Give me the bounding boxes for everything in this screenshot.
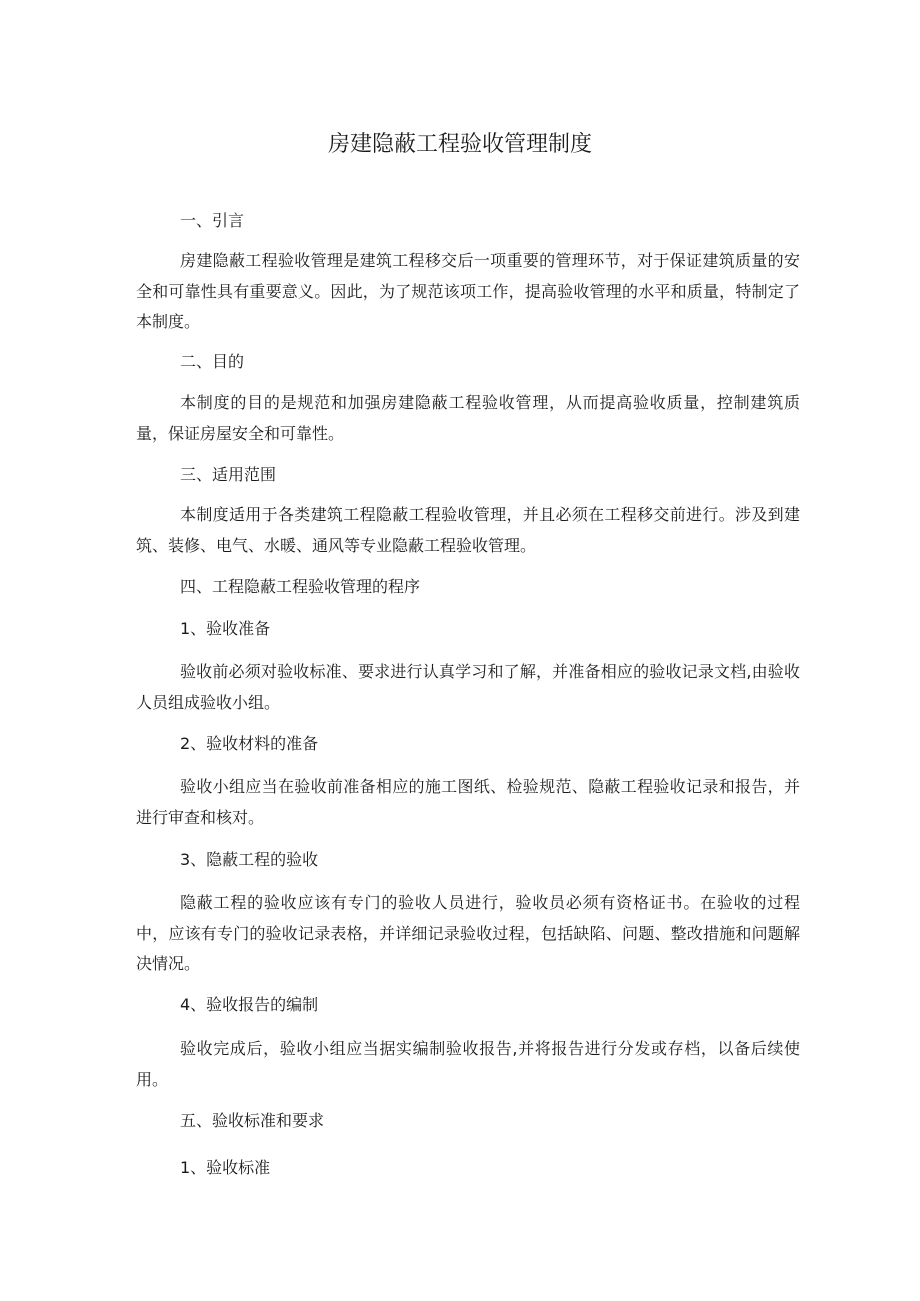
subsection-heading-standard: 1、验收标准 xyxy=(180,1158,271,1177)
subsection-heading-report: 4、验收报告的编制 xyxy=(180,995,319,1014)
subsection-heading-materials: 2、验收材料的准备 xyxy=(180,734,319,753)
document-title: 房建隐蔽工程验收管理制度 xyxy=(327,132,592,157)
subsection-heading-inspection: 3、隐蔽工程的验收 xyxy=(180,850,319,869)
section-heading-procedure: 四、工程隐蔽工程验收管理的程序 xyxy=(180,577,421,596)
paragraph-report: 验收完成后，验收小组应当据实编制验收报告,并将报告进行分发或存档，以备后续使用。 xyxy=(136,1039,800,1089)
paragraph-inspection: 隐蔽工程的验收应该有专门的验收人员进行，验收员必须有资格证书。在验收的过程中，应该有专门的验收记录表格，并详细记录验收过程，包括缺陷、问题、整改措施和问题解决情况。 xyxy=(136,893,800,973)
section-heading-scope: 三、适用范围 xyxy=(180,465,277,484)
section-heading-introduction: 一、引言 xyxy=(180,211,245,230)
subsection-heading-preparation: 1、验收准备 xyxy=(180,619,271,638)
section-heading-purpose: 二、目的 xyxy=(180,352,245,371)
paragraph-materials: 验收小组应当在验收前准备相应的施工图纸、检验规范、隐蔽工程验收记录和报告，并进行审查和核对。 xyxy=(136,777,800,827)
paragraph-scope: 本制度适用于各类建筑工程隐蔽工程验收管理，并且必须在工程移交前进行。涉及到建筑、装修、电气、水暖、通风等专业隐蔽工程验收管理。 xyxy=(136,505,800,555)
paragraph-preparation: 验收前必须对验收标准、要求进行认真学习和了解，并准备相应的验收记录文档,由验收人员组成验收小组。 xyxy=(136,662,800,712)
section-heading-standards: 五、验收标准和要求 xyxy=(180,1111,325,1130)
paragraph-introduction: 房建隐蔽工程验收管理是建筑工程移交后一项重要的管理环节，对于保证建筑质量的安全和可靠性具有重要意义。因此，为了规范该项工作，提高验收管理的水平和质量，特制定了本制度。 xyxy=(136,251,800,331)
paragraph-purpose: 本制度的目的是规范和加强房建隐蔽工程验收管理，从而提高验收质量，控制建筑质量，保证房屋安全和可靠性。 xyxy=(136,393,800,443)
